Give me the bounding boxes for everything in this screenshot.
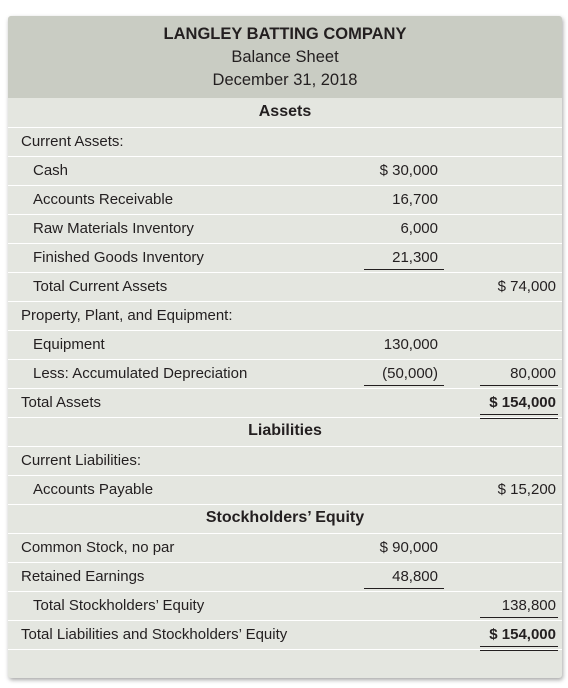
section-title: Stockholders’ Equity — [205, 509, 365, 526]
row-total: $ 154,000 — [489, 626, 556, 643]
row-amount: 6,000 — [400, 220, 438, 237]
statement-header — [8, 16, 562, 98]
total-underline — [480, 385, 558, 386]
section-title: Liabilities — [248, 422, 322, 439]
section-header-liabilities — [8, 417, 562, 447]
row-label: Property, Plant, and Equipment: — [21, 307, 233, 324]
row-amount: $ 30,000 — [379, 162, 438, 179]
row-total: $ 154,000 — [489, 394, 556, 411]
subtotal-underline — [364, 385, 444, 386]
row-total: $ 74,000 — [497, 278, 556, 295]
row-amount: $ 90,000 — [379, 539, 438, 556]
row-total-assets — [8, 388, 562, 418]
row-accounts-payable — [8, 475, 562, 505]
row-label: Equipment — [33, 336, 105, 353]
row-label: Accounts Payable — [33, 481, 154, 498]
row-label: Total Liabilities and Stockholders’ Equity — [21, 626, 288, 643]
row-total: 138,800 — [501, 597, 556, 614]
row-total: $ 15,200 — [497, 481, 556, 498]
row-amount: 16,700 — [392, 191, 438, 208]
row-cash — [8, 156, 562, 186]
row-amount: 21,300 — [392, 249, 438, 266]
subtotal-underline — [364, 269, 444, 270]
row-label: Retained Earnings — [21, 568, 145, 585]
row-label: Finished Goods Inventory — [33, 249, 204, 266]
row-common-stock — [8, 533, 562, 563]
row-label: Cash — [33, 162, 69, 179]
row-current-liabilities — [8, 446, 562, 476]
company-name: LANGLEY BATTING COMPANY — [163, 25, 407, 43]
row-total-equity — [8, 591, 562, 621]
row-accumulated-depreciation — [8, 359, 562, 389]
row-finished-goods — [8, 243, 562, 273]
row-ppe — [8, 301, 562, 331]
row-label: Total Stockholders’ Equity — [33, 597, 205, 614]
row-total: 80,000 — [510, 365, 556, 382]
row-label: Total Assets — [21, 394, 102, 411]
row-accounts-receivable — [8, 185, 562, 215]
row-raw-materials — [8, 214, 562, 244]
section-header-assets — [8, 98, 562, 128]
total-underline — [480, 617, 558, 618]
row-label: Total Current Assets — [33, 278, 168, 295]
row-amount: 130,000 — [383, 336, 438, 353]
row-label: Current Assets: — [21, 133, 124, 150]
row-current-assets — [8, 127, 562, 157]
balance-sheet — [8, 16, 562, 678]
row-label: Raw Materials Inventory — [33, 220, 194, 237]
row-amount: 48,800 — [392, 568, 438, 585]
section-title: Assets — [258, 103, 312, 120]
row-total-liabilities-equity — [8, 620, 562, 650]
row-amount: (50,000) — [382, 365, 438, 382]
row-label: Common Stock, no par — [21, 539, 175, 556]
subtotal-underline — [364, 588, 444, 589]
row-label: Accounts Receivable — [33, 191, 174, 208]
row-label: Current Liabilities: — [21, 452, 142, 469]
double-underline — [480, 646, 558, 651]
row-label: Less: Accumulated Depreciation — [33, 365, 248, 382]
section-header-equity — [8, 504, 562, 534]
row-retained-earnings — [8, 562, 562, 592]
row-equipment — [8, 330, 562, 360]
statement-title: Balance Sheet — [231, 48, 339, 66]
row-total-current-assets — [8, 272, 562, 302]
statement-date: December 31, 2018 — [212, 71, 358, 89]
